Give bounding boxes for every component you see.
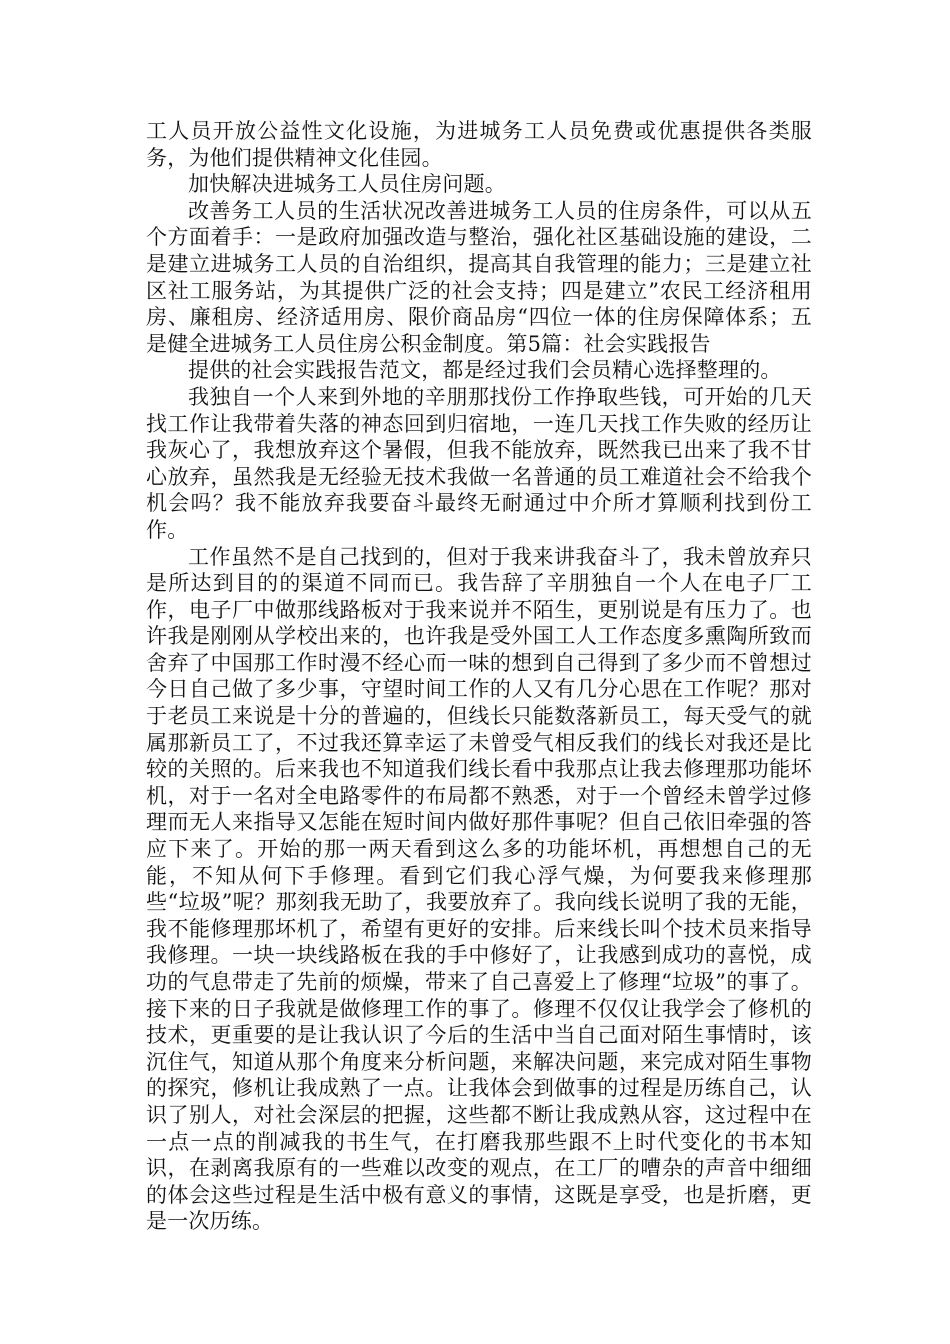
paragraph-factory-work: 工作虽然不是自己找到的，但对于我来讲我奋斗了，我未曾放弃只是所达到目的的渠道不同而已。我告辞了辛朋独自一个人在电子厂工作，电子厂中做那线路板对于我来说并不陌生，更别说是有压力了。也许我是刚刚从学校出来的，也许我是受外国工人工作态度多熏陶所致而舍弃了中国那工作时漫不经心而一味的想到自己得到了多少而不曾想过今日自己做了多少事，守望时间工作的人又有几分心思在工作呢？那对于老员工来说是十分的普遍的，但线长只能数落新员工，每天受气的就属那新员工了，不过我还算幸运了未曾受气相反我们的线长对我还是比较的关照的。后来我也不知道我们线长看中我那点让我去修理那功能坏机，对于一名对全电路零件的布局都不熟悉，对于一个曾经未曾学过修理而无人来指导又怎能在短时间内做好那件事呢？但自己依旧牵强的答应下来了。开始的那一两天看到这么多的功能坏机，再想想自己的无能，不知从何下手修理。看到它们我心浮气燥，为何要我来修理那些“垃圾”呢？那刻我无助了，我要放弃了。我向线长说明了我的无能，我不能修理那坏机了，希望有更好的安排。后来线长叫个技术员来指导我修理。一块一块线路板在我的手中修好了，让我感到成功的喜悦，成功的气息带走了先前的烦燥，带来了自己喜爱上了修理“垃圾”的事了。接下来的日子我就是做修理工作的事了。修理不仅仅让我学会了修机的技术，更重要的是让我认识了今后的生活中当自己面对陌生事情时，该沉住气，知道从那个角度来分析问题，来解决问题，来完成对陌生事物的探究，修机让我成熟了一点。让我体会到做事的过程是历练自己，认识了别人，对社会深层的把握，这些都不断让我成熟从容，这过程中在一点一点的削减我的书生气，在打磨我那些跟不上时代变化的书本知识，在剥离我原有的一些难以改变的观点，在工厂的嘈杂的声音中细细的体会这些过程是生活中极有意义的事情，这既是享受，也是折磨，更是一次历练。 xyxy=(146,544,812,1234)
document-page xyxy=(146,118,812,1235)
paragraph-job-search: 我独自一个人来到外地的辛朋那找份工作挣取些钱，可开始的几天找工作让我带着失落的神态回到归宿地，一连几天找工作失败的经历让我灰心了，我想放弃这个暑假，但我不能放弃，既然我已出来了我不甘心放弃，虽然我是无经验无技术我做一名普通的员工难道社会不给我个机会吗？我不能放弃我要奋斗最终无耐通过中介所才算顺利找到份工作。 xyxy=(146,384,812,542)
paragraph-housing-measures: 改善务工人员的生活状况改善进城务工人员的住房条件，可以从五个方面着手：一是政府加强改造与整治，强化社区基础设施的建设，二是建立进城务工人员的自治组织，提高其自我管理的能力；三是建立社区社工服务站，为其提供广泛的社会支持；四是建立”农民工经济租用房、廉租房、经济适用房、限价商品房“四位一体的住房保障体系；五是健全进城务工人员住房公积金制度。第5篇：社会实践报告 xyxy=(146,198,812,356)
paragraph-continuation: 工人员开放公益性文化设施，为进城务工人员免费或优惠提供各类服务，为他们提供精神文化佳园。 xyxy=(146,119,812,170)
paragraph-housing-heading: 加快解决进城务工人员住房问题。 xyxy=(188,172,506,197)
paragraph-report-intro: 提供的社会实践报告范文，都是经过我们会员精心选择整理的。 xyxy=(188,358,782,383)
